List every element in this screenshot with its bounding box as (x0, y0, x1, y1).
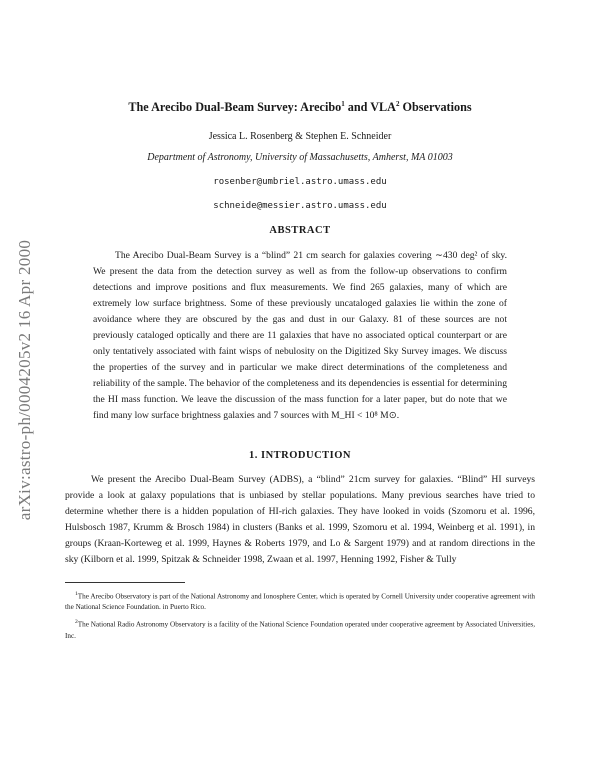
footnote-2-mark: 2 (75, 619, 78, 626)
footnote-divider (65, 582, 185, 583)
footnote-1 (65, 589, 535, 613)
footnote-2-text: The National Radio Astronomy Observatory is a facility of the National Science Foundation operated under cooperative agreement by Associated Universities, Inc. (65, 620, 535, 640)
affiliation: Department of Astronomy, University of Massachusetts, Amherst, MA 01003 (147, 152, 453, 164)
abstract-heading: ABSTRACT (269, 225, 331, 237)
title-footnote-1: 1 (341, 100, 345, 108)
footnote-2 (65, 617, 535, 641)
section-heading-introduction: 1. INTRODUCTION (248, 450, 351, 462)
arxiv-stamp (4, 200, 46, 560)
email-1[interactable]: rosenber@umbriel.astro.umass.edu (213, 177, 387, 188)
email-2[interactable]: schneide@messier.astro.umass.edu (213, 201, 387, 212)
footnote-1-text: The Arecibo Observatory is part of the National Astronomy and Ionosphere Center, which is operated by Cornell University under cooperative agreement with the National Science Foundation. in Puerto Rico. (65, 592, 535, 612)
abstract-text: The Arecibo Dual-Beam Survey is a “blind” 21 cm search for galaxies covering ∼430 deg² of sky. We present the data from the detection survey as well as from the follow-up observations to confirm detections and improve positions and flux measurements. We find 265 galaxies, many of which are extremely low surface brightness. Some of these previously uncataloged galaxies lie within the zone of avoidance where they are obscured by the gas and dust in our Galaxy. 81 of these sources are not previously cataloged optically and there are 11 galaxies that have no associated optical counterpart or are only tentatively associated with faint wisps of nebulosity on the Digitized Sky Survey images. We discuss the properties of the survey and in particular we make direct determinations of the completeness and reliability of the sample. The behavior of the completeness and its dependencies is essential for determining the HI mass function. We leave the discussion of the mass function for a later paper, but do note that we find many low surface brightness galaxies and 7 sources with M_HI < 10⁸ M⊙. (93, 250, 507, 422)
title-footnote-2: 2 (395, 100, 400, 108)
introduction-paragraph: We present the Arecibo Dual-Beam Survey (ADBS), a “blind” 21cm survey for galaxies. “Blind” HI surveys provide a look at galaxy populations that is unbiased by stellar populations. Many previous searches have tried to determine whether there is a hidden population of HI-rich galaxies. They have looked in voids (Szomoru et al. 1996, Hulsbosch 1987, Krumm & Brosch 1984) in clusters (Banks et al. 1999, Szomoru et al. 1994, Weinberg et al. 1991), in groups (Kraan-Korteweg et al. 1999, Haynes & Roberts 1979, and Lo & Sargent 1979) and at random directions in the sky (Kilborn et al. 1999, Spitzak & Schneider 1998, Zwaan et al. 1997, Henning 1992, Fisher & Tully (65, 474, 535, 566)
footnote-1-mark: 1 (75, 591, 78, 598)
paper-title: The Arecibo Dual-Beam Survey: Arecibo$^1$ and VLA$^2$ Observations (128, 100, 472, 115)
author-list: Jessica L. Rosenberg & Stephen E. Schneider (208, 131, 392, 143)
arxiv-id: arXiv:astro-ph/0004205v2 16 Apr 2000 (15, 239, 35, 521)
paper-page (65, 100, 535, 646)
